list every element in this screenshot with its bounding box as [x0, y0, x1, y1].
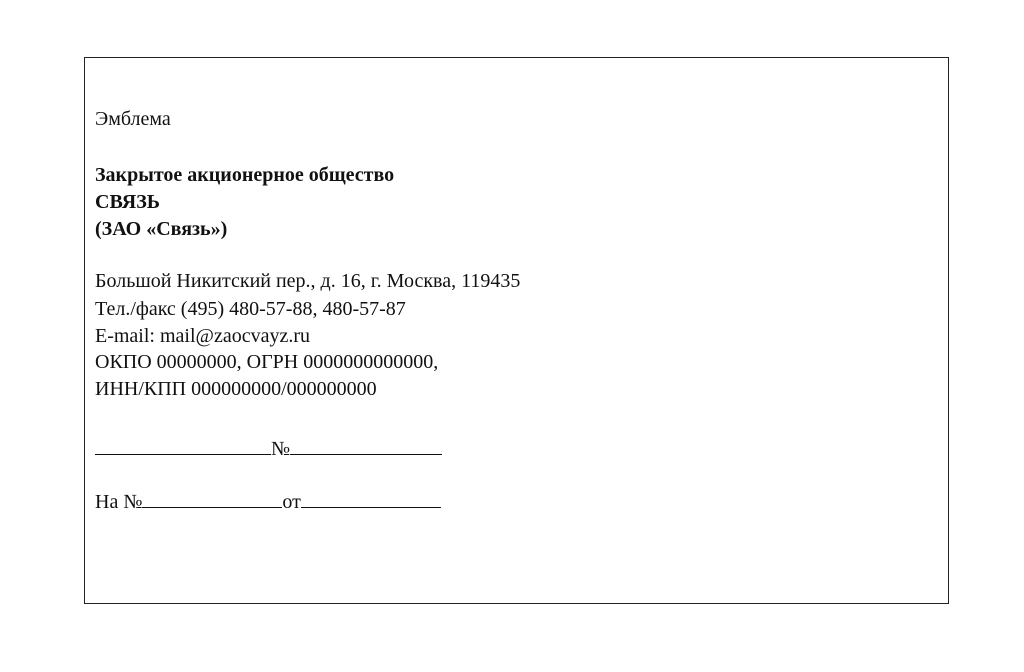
emblem-placeholder: Эмблема — [95, 108, 171, 130]
inn-kpp: ИНН/КПП 000000000/000000000 — [95, 378, 377, 400]
org-short-name: (ЗАО «Связь») — [95, 218, 228, 240]
reply-from: от — [282, 491, 301, 513]
outgoing-number-row — [95, 434, 442, 461]
phone-fax: Тел./факс (495) 480-57-88, 480-57-87 — [95, 298, 406, 320]
date-blank-line — [95, 434, 271, 455]
number-blank-line — [290, 434, 442, 455]
number-sign: № — [271, 438, 291, 460]
org-name: СВЯЗЬ — [95, 191, 161, 213]
reply-number-blank-line — [142, 487, 282, 508]
email: E-mail: mail@zaocvayz.ru — [95, 325, 310, 347]
okpo-ogrn: ОКПО 00000000, ОГРН 0000000000000, — [95, 351, 439, 373]
reply-date-blank-line — [301, 487, 441, 508]
address: Большой Никитский пер., д. 16, г. Москва, 119435 — [95, 270, 521, 292]
org-full-name: Закрытое акционерное общество — [95, 164, 395, 186]
reply-prefix: На № — [95, 491, 143, 513]
reply-reference-row — [95, 487, 441, 514]
